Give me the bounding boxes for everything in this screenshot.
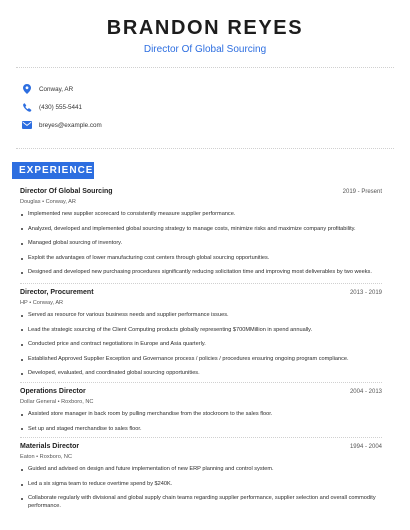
contact-email — [22, 116, 102, 134]
job-entry — [20, 388, 382, 433]
location-pin-icon — [22, 84, 32, 94]
job-company-location: Eaton • Roxboro, NC — [20, 454, 73, 461]
contact-location — [22, 80, 102, 98]
job-bullet: Implemented new supplier scorecard to consistently measure supplier performance. — [20, 211, 382, 219]
job-dates: 2004 - 2013 — [349, 388, 382, 395]
contact-location-text: Conway, AR — [39, 85, 74, 93]
job-company-location: Dollar General • Roxboro, NC — [20, 398, 94, 405]
job-bullet: Led a six sigma team to reduce overtime spend by $240K. — [20, 481, 382, 489]
job-entry — [20, 289, 382, 378]
job-bullet: Established Approved Supplier Exception and Governance process / policies / procedures ensuring ongoing program compliance. — [20, 356, 382, 364]
section-heading-experience: EXPERIENCE — [12, 162, 94, 179]
job-entry — [20, 443, 382, 510]
job-title: Operations Director — [20, 387, 86, 395]
job-bullet: Designed and developed new purchasing procedures significantly reducing solicitation time and improving most deliverables by two weeks. — [20, 269, 382, 277]
job-divider — [20, 437, 382, 438]
contact-phone — [22, 98, 102, 116]
job-bullet: Collaborate regularly with divisional and global supply chain teams regarding supplier performance, supplier selection and overall commodity performance. — [20, 495, 382, 510]
contact-list — [22, 80, 102, 134]
job-divider — [20, 382, 382, 383]
job-title: Director Of Global Sourcing — [20, 188, 113, 195]
header-divider — [16, 67, 394, 68]
job-bullet: Conducted price and contract negotiations in Europe and Asia quarterly. — [20, 341, 382, 349]
contact-divider — [16, 148, 394, 149]
job-company-location: Douglas • Conway, AR — [20, 199, 76, 205]
job-bullet: Developed, evaluated, and coordinated global sourcing opportunities. — [20, 370, 382, 378]
resume-header — [0, 0, 410, 56]
job-bullet: Analyzed, developed and implemented global sourcing strategy to manage costs, minimize risks and maximize company profitability. — [20, 226, 382, 234]
job-bullet: Managed global sourcing of inventory. — [20, 240, 382, 248]
job-title: Director, Procurement — [20, 288, 94, 296]
experience-list — [20, 188, 382, 511]
job-divider — [20, 283, 382, 284]
job-bullet: Exploit the advantages of lower manufacturing cost centers through global sourcing opportunities. — [20, 255, 382, 263]
job-title: Materials Director — [20, 443, 80, 451]
candidate-role: Director Of Global Sourcing — [143, 44, 267, 55]
contact-phone-text: (430) 555-5441 — [39, 103, 83, 111]
job-company-location: HP • Conway, AR — [20, 299, 64, 306]
job-dates: 2013 - 2019 — [349, 289, 382, 296]
job-dates: 2019 - Present — [342, 189, 382, 195]
contact-email-text: breyes@example.com — [39, 121, 102, 129]
job-bullet: Lead the strategic sourcing of the Client Computing products globally representing $700MMillion in spend annually. — [20, 327, 382, 335]
phone-icon — [22, 102, 32, 112]
email-icon — [22, 120, 32, 130]
job-entry — [20, 188, 382, 277]
job-bullet: Served as resource for various business needs and supplier performance issues. — [20, 312, 382, 320]
candidate-name: BRANDON REYES — [106, 17, 304, 39]
job-bullet: Guided and advised on design and future implementation of new ERP planning and control system. — [20, 466, 382, 474]
job-dates: 1994 - 2004 — [349, 444, 382, 451]
job-bullet: Set up and staged merchandise to sales floor. — [20, 426, 382, 434]
job-bullet: Assisted store manager in back room by pulling merchandise from the stockroom to the sales floor. — [20, 411, 382, 419]
